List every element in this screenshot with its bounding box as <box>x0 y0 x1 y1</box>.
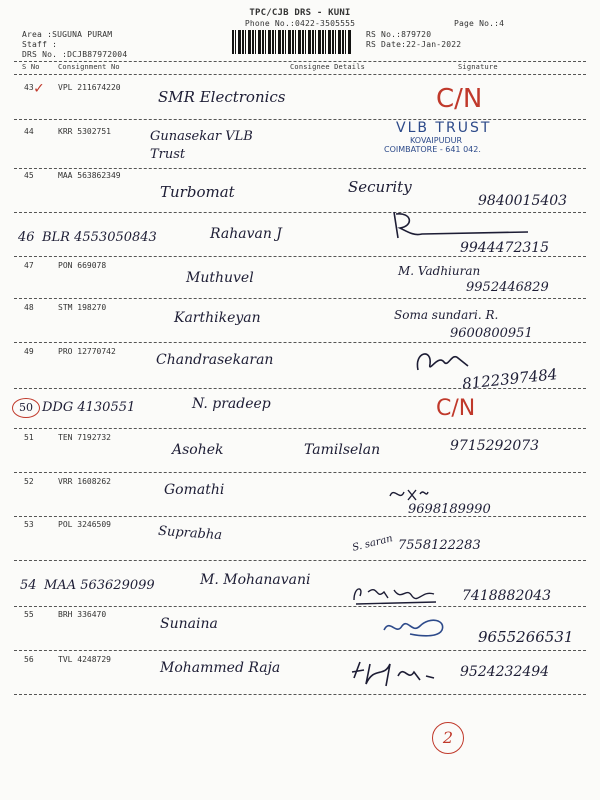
row-divider <box>14 694 586 695</box>
row-divider <box>14 606 586 607</box>
page-mark-circle: 2 <box>432 722 464 754</box>
row-49-sno: 49 <box>24 347 34 356</box>
row-48-signature: Soma sundari. R. <box>394 308 499 322</box>
row-46-consignee: Rahavan J <box>210 226 282 242</box>
row-55-consignment: BRH 336470 <box>58 610 107 619</box>
row-56-signature-scribble <box>350 656 446 690</box>
row-50-signature: C/N <box>436 396 476 421</box>
row-52-sno: 52 <box>24 477 34 486</box>
col-sno-header: S No <box>22 63 40 71</box>
row-47-consignee: Muthuvel <box>186 270 254 286</box>
header-rule-bottom <box>14 74 586 75</box>
row-51-signature: Tamilselan <box>304 442 381 458</box>
row-divider <box>14 342 586 343</box>
row-52-consignee: Gomathi <box>164 482 225 498</box>
stamp-name: VLB TRUST <box>396 120 492 136</box>
row-54-consignment: MAA 563629099 <box>44 578 155 593</box>
row-51-sno: 51 <box>24 433 34 442</box>
barcode <box>232 30 352 54</box>
row-46-consignment: BLR 4553050843 <box>42 230 157 245</box>
row-48-consignment: STM 198270 <box>58 303 107 312</box>
row-45-sno: 45 <box>24 171 34 180</box>
header-rule-top <box>14 61 586 62</box>
report-title: TPC/CJB DRS - KUNI <box>249 8 351 18</box>
area-field: Area :SUGUNA PURAM <box>22 30 113 39</box>
row-56-consignee: Mohammed Raja <box>160 660 281 676</box>
row-53-consignee: Suprabha <box>157 523 223 544</box>
row-46-sno: 46 <box>18 230 35 245</box>
row-50-consignment: DDG 4130551 <box>42 400 136 415</box>
row-48-consignee: Karthikeyan <box>174 310 261 326</box>
stamp-line2: COIMBATORE - 641 042. <box>384 145 481 154</box>
row-44-consignee: Gunasekar VLB Trust <box>150 129 253 162</box>
row-47-consignment: PON 669078 <box>58 261 107 270</box>
row-51-consignee: Asohek <box>172 442 224 458</box>
row-56-phone: 9524232494 <box>460 664 550 680</box>
col-details-header: Consignee Details <box>290 63 366 71</box>
row-52-phone: 9698189990 <box>408 502 491 517</box>
row-53-phone: 7558122283 <box>398 538 481 553</box>
row-53-consignment: POL 3246509 <box>58 520 111 529</box>
row-divider <box>14 256 586 257</box>
row-divider <box>14 560 586 561</box>
row-48-sno: 48 <box>24 303 34 312</box>
row-43-sno: 43 <box>24 83 34 92</box>
row-47-phone: 9952446829 <box>466 280 549 295</box>
row-55-phone: 9655266531 <box>478 628 574 646</box>
row-52-consignment: VRR 1608262 <box>58 477 111 486</box>
row-44-consignment: KRR 5302751 <box>58 127 111 136</box>
row-55-sno: 55 <box>24 610 34 619</box>
stamp-line1: KOVAIPUDUR <box>410 136 463 145</box>
row-54-sno: 54 <box>20 578 37 593</box>
row-53-signature: S. saran <box>351 533 394 554</box>
row-56-consignment: TVL 4248729 <box>58 655 111 664</box>
row-45-signature: Security <box>348 178 412 196</box>
rs-date: RS Date:22-Jan-2022 <box>366 40 462 49</box>
rs-number: RS No.:879720 <box>366 30 432 39</box>
row-55-signature-scribble <box>380 614 460 640</box>
row-45-phone: 9840015403 <box>478 193 568 209</box>
phone-number: Phone No.:0422-3505555 <box>244 19 356 28</box>
row-51-phone: 9715292073 <box>450 438 540 454</box>
row-divider <box>14 516 586 517</box>
row-46-signature-scribble <box>388 208 538 242</box>
row-53-sno: 53 <box>24 520 34 529</box>
row-divider <box>14 428 586 429</box>
row-divider <box>14 388 586 389</box>
staff-field: Staff : <box>22 40 58 49</box>
row-48-phone: 9600800951 <box>450 326 533 341</box>
row-divider <box>14 650 586 651</box>
page-number: Page No.:4 <box>454 19 505 28</box>
row-51-consignment: TEN 7192732 <box>58 433 111 442</box>
drs-number: DRS No. :DCJB87972004 <box>22 50 128 59</box>
row-44-sno: 44 <box>24 127 34 136</box>
row-55-consignee: Sunaina <box>160 616 218 632</box>
row-divider <box>14 168 586 169</box>
row-47-sno: 47 <box>24 261 34 270</box>
col-consignment-header: Consignment No <box>58 63 120 71</box>
row-54-signature-scribble <box>350 582 440 606</box>
row-divider <box>14 472 586 473</box>
row-43-signature: C/N <box>436 84 483 114</box>
row-46-phone: 9944472315 <box>460 240 550 256</box>
row-divider <box>14 298 586 299</box>
row-43-consignee: SMR Electronics <box>158 88 286 106</box>
row-45-consignee: Turbomat <box>160 183 235 201</box>
row-47-signature: M. Vadhiuran <box>398 264 481 278</box>
row-50-consignee: N. pradeep <box>192 396 271 412</box>
row-54-phone: 7418882043 <box>462 588 552 604</box>
row-54-consignee: M. Mohanavani <box>200 572 311 588</box>
tick-mark-icon: ✓ <box>34 78 44 97</box>
row-49-phone: 8122397484 <box>461 365 559 393</box>
col-signature-header: Signature <box>458 63 498 71</box>
row-50-sno: 50 <box>12 398 40 418</box>
row-43-consignment: VPL 211674220 <box>58 83 121 92</box>
vlb-trust-stamp <box>372 120 522 166</box>
row-56-sno: 56 <box>24 655 34 664</box>
row-49-consignee: Chandrasekaran <box>156 352 274 368</box>
row-49-consignment: PRO 12770742 <box>58 347 116 356</box>
row-52-signature-scribble <box>386 484 430 504</box>
row-45-consignment: MAA 563862349 <box>58 171 121 180</box>
